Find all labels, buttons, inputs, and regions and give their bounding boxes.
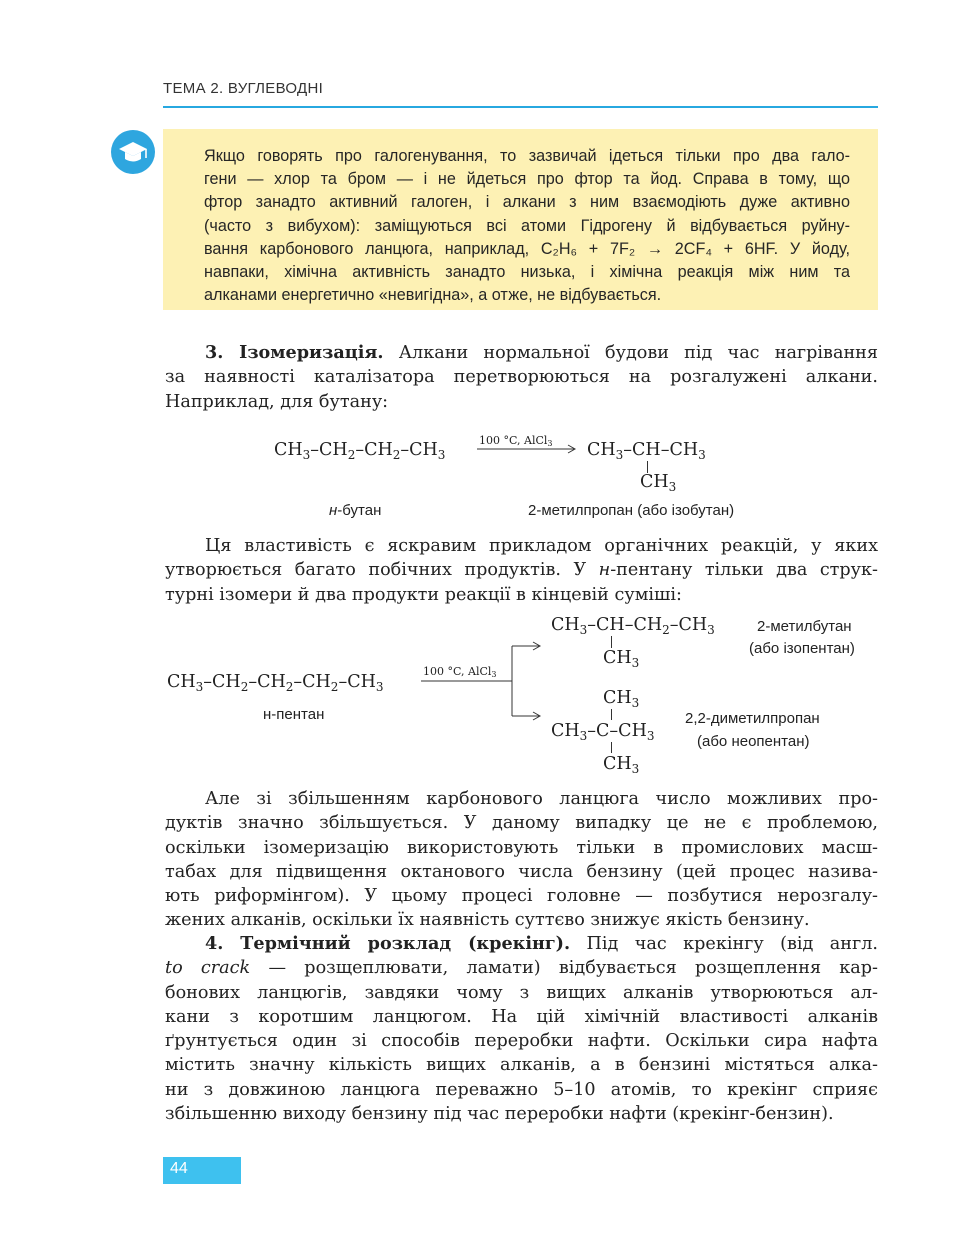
note-line: гени — хлор та бром — і не йдеться про фтор та йод. Справа в тому, що	[204, 170, 850, 189]
isobutane-label: 2-метилпропан (або ізобутан)	[528, 502, 735, 519]
neopentane-label-alt: (або неопентан)	[697, 733, 810, 750]
pentane-formula: $CH_3-CH_2-CH_2-CH_2-CH_3$	[167, 672, 384, 694]
reaction-conditions: 100 °C, AlCl$_3$	[479, 434, 553, 448]
neopentane-top: $CH_3$	[603, 688, 640, 710]
neopentane-main-chain: $CH_3-C-CH_3$	[551, 721, 655, 743]
paragraph-side-products: Ця властивість є яскравим прикладом органічних реакцій, у яких утворюється багато побічних продуктів. У н-пентану тільки два струк- турні ізомери й два продукти реакції в кінцевій суміші:	[165, 536, 878, 605]
note-line: Якщо говорять про галогенування, то зазвичай ідеться тільки про два гало-	[204, 147, 850, 165]
paragraph-reforming: Але зі збільшенням карбонового ланцюга число можливих про- дуктів значно збільшується. У даному випадку це не є проблемою, оскільки ізомеризацію використовують тільки в промислових масш- табах для підвищення октанового числа бензину (цей процес назива- ють риформінгом). У цьому процесі головне — позбутися нерозгалу- жених алканів, оскільки їх наявність суттєво знижує якість бензину.	[165, 789, 878, 931]
page-number: 44	[170, 1160, 188, 1177]
section-heading: 3. Ізомеризація.	[205, 342, 384, 363]
isobutane-branch: $CH_3$	[640, 472, 677, 494]
isopentane-branch: $CH_3$	[603, 648, 640, 670]
isopentane-label: 2-метилбутан	[757, 618, 852, 635]
reaction-conditions: 100 °C, AlCl$_3$	[423, 665, 497, 679]
neopentane-bottom: $CH_3$	[603, 754, 640, 776]
section-cracking: 4. Термічний розклад (крекінг). Під час крекінгу (від англ. to crack — розщеплювати, ламати) відбувається розщеплення кар- бонових ланцюгів, завдяки чому з вищих алканів утворюються ал- кани з коротшим ланцюгом. На цій хімічній властивості алканів ґрунтується один зі способів переробки нафти. Оскільки сира нафта містить значну кількість вищих алканів, а в бензині містяться алка- ни з довжиною ланцюга переважно 5–10 атомів, то крекінг сприяє збільшенню виходу бензину під час переробки нафти (крекінг-бензин).	[165, 933, 878, 1125]
note-line: фтор занадто активний галоген, і алкани з ним взаємодіють дуже активно	[204, 193, 850, 212]
butane-formula: $CH_3-CH_2-CH_2-CH_3$	[274, 440, 446, 462]
isopentane-main-chain: $CH_3-CH-CH_2-CH_3$	[551, 615, 715, 637]
section-isomerization: 3. Ізомеризація. Алкани нормальної будови під час нагрівання за наявності каталізатора перетворюються на розгалужені алкани. Наприклад, для бутану:	[165, 342, 878, 412]
neopentane-label: 2,2-диметилпропан	[685, 710, 820, 727]
note-line: (часто з вибухом): заміщуються всі атоми Гідрогену й відбувається руйну-	[204, 216, 850, 235]
isopentane-label-alt: (або ізопентан)	[749, 640, 855, 657]
butane-label: н-бутан	[329, 502, 382, 519]
note-line: вання карбонового ланцюга, наприклад, C₂H₆ + 7F₂ → 2CF₄ + 6HF. У йоду,	[204, 239, 850, 258]
pentane-label: н-пентан	[263, 706, 325, 723]
note-line: алканами енергетично «невигідна», а отже, не відбувається.	[204, 286, 662, 305]
note-line: навпаки, хімічна активність занадто низька, і хімічна реакція між ним та	[204, 262, 850, 281]
isobutane-main-chain: $CH_3-CH-CH_3$	[587, 440, 706, 462]
page-header-title: ТЕМА 2. ВУГЛЕВОДНІ	[163, 80, 324, 97]
section-heading: 4. Термічний розклад (крекінг).	[205, 933, 571, 954]
